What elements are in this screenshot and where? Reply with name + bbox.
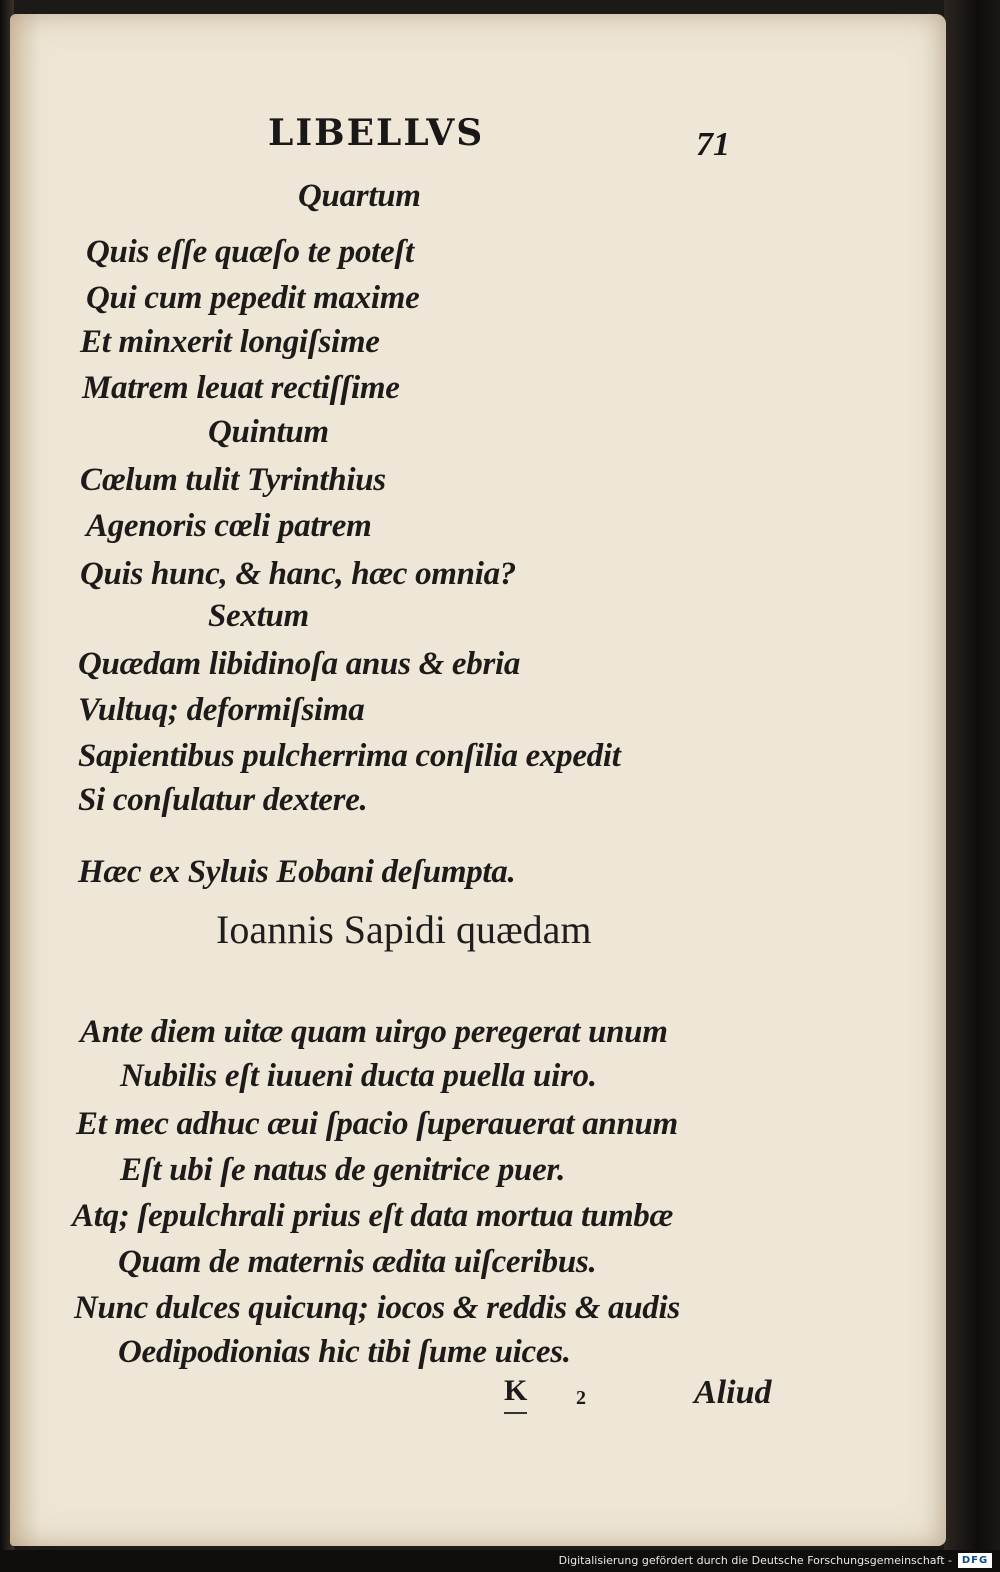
text-line: Quædam libidinoſa anus & ebria bbox=[78, 646, 521, 682]
verse-line: Atq; ſepulchrali prius eſt data mortua tumbæ bbox=[72, 1198, 674, 1234]
text-line: Matrem leuat rectiſſime bbox=[82, 370, 400, 406]
text-line: Et minxerit longiſsime bbox=[80, 324, 380, 360]
verse-line: Eſt ubi ſe natus de genitrice puer. bbox=[120, 1152, 566, 1188]
riddle-heading-sextum: Sextum bbox=[208, 598, 309, 634]
book-page bbox=[10, 14, 946, 1546]
folio-number: 71 bbox=[696, 126, 730, 163]
text-line: Agenoris cœli patrem bbox=[86, 508, 372, 544]
section-heading: Ioannis Sapidi quædam bbox=[216, 907, 592, 952]
verse-line: Quam de maternis ædita uiſceribus. bbox=[118, 1244, 597, 1280]
running-head: LIBELLVS bbox=[268, 112, 485, 154]
source-note: Hæc ex Syluis Eobani deſumpta. bbox=[78, 854, 516, 890]
verse-line: Nunc dulces quicunq; iocos & reddis & audis bbox=[74, 1290, 680, 1326]
book-spine-right bbox=[944, 0, 1000, 1572]
signature-mark: K bbox=[504, 1376, 527, 1414]
funding-credit: Digitalisierung gefördert durch die Deutsche Forschungsgemeinschaft - bbox=[558, 1554, 952, 1567]
verse-line: Nubilis eſt iuueni ducta puella uiro. bbox=[120, 1058, 597, 1094]
text-line: Quis hunc, & hanc, hæc omnia? bbox=[80, 556, 516, 592]
text-line: Cœlum tulit Tyrinthius bbox=[80, 462, 386, 498]
signature-number: 2 bbox=[576, 1387, 586, 1409]
riddle-heading-quartum: Quartum bbox=[298, 178, 421, 214]
verse-line: Oedipodionias hic tibi ſume uices. bbox=[118, 1334, 571, 1370]
text-line: Qui cum pepedit maxime bbox=[86, 280, 420, 316]
dfg-logo: DFG bbox=[958, 1553, 992, 1568]
text-line: Quis eſſe quæſo te poteſt bbox=[86, 234, 414, 270]
verse-line: Et mec adhuc æui ſpacio ſuperauerat annum bbox=[76, 1106, 678, 1142]
text-line: Si conſulatur dextere. bbox=[78, 782, 368, 818]
verse-line: Ante diem uitæ quam uirgo peregerat unum bbox=[80, 1014, 668, 1050]
catchword: Aliud bbox=[694, 1374, 772, 1411]
riddle-heading-quintum: Quintum bbox=[208, 414, 329, 450]
text-line: Sapientibus pulcherrima conſilia expedit bbox=[78, 738, 621, 774]
page-edge-shading bbox=[10, 14, 40, 1546]
text-line: Vultuq; deformiſsima bbox=[78, 692, 365, 728]
